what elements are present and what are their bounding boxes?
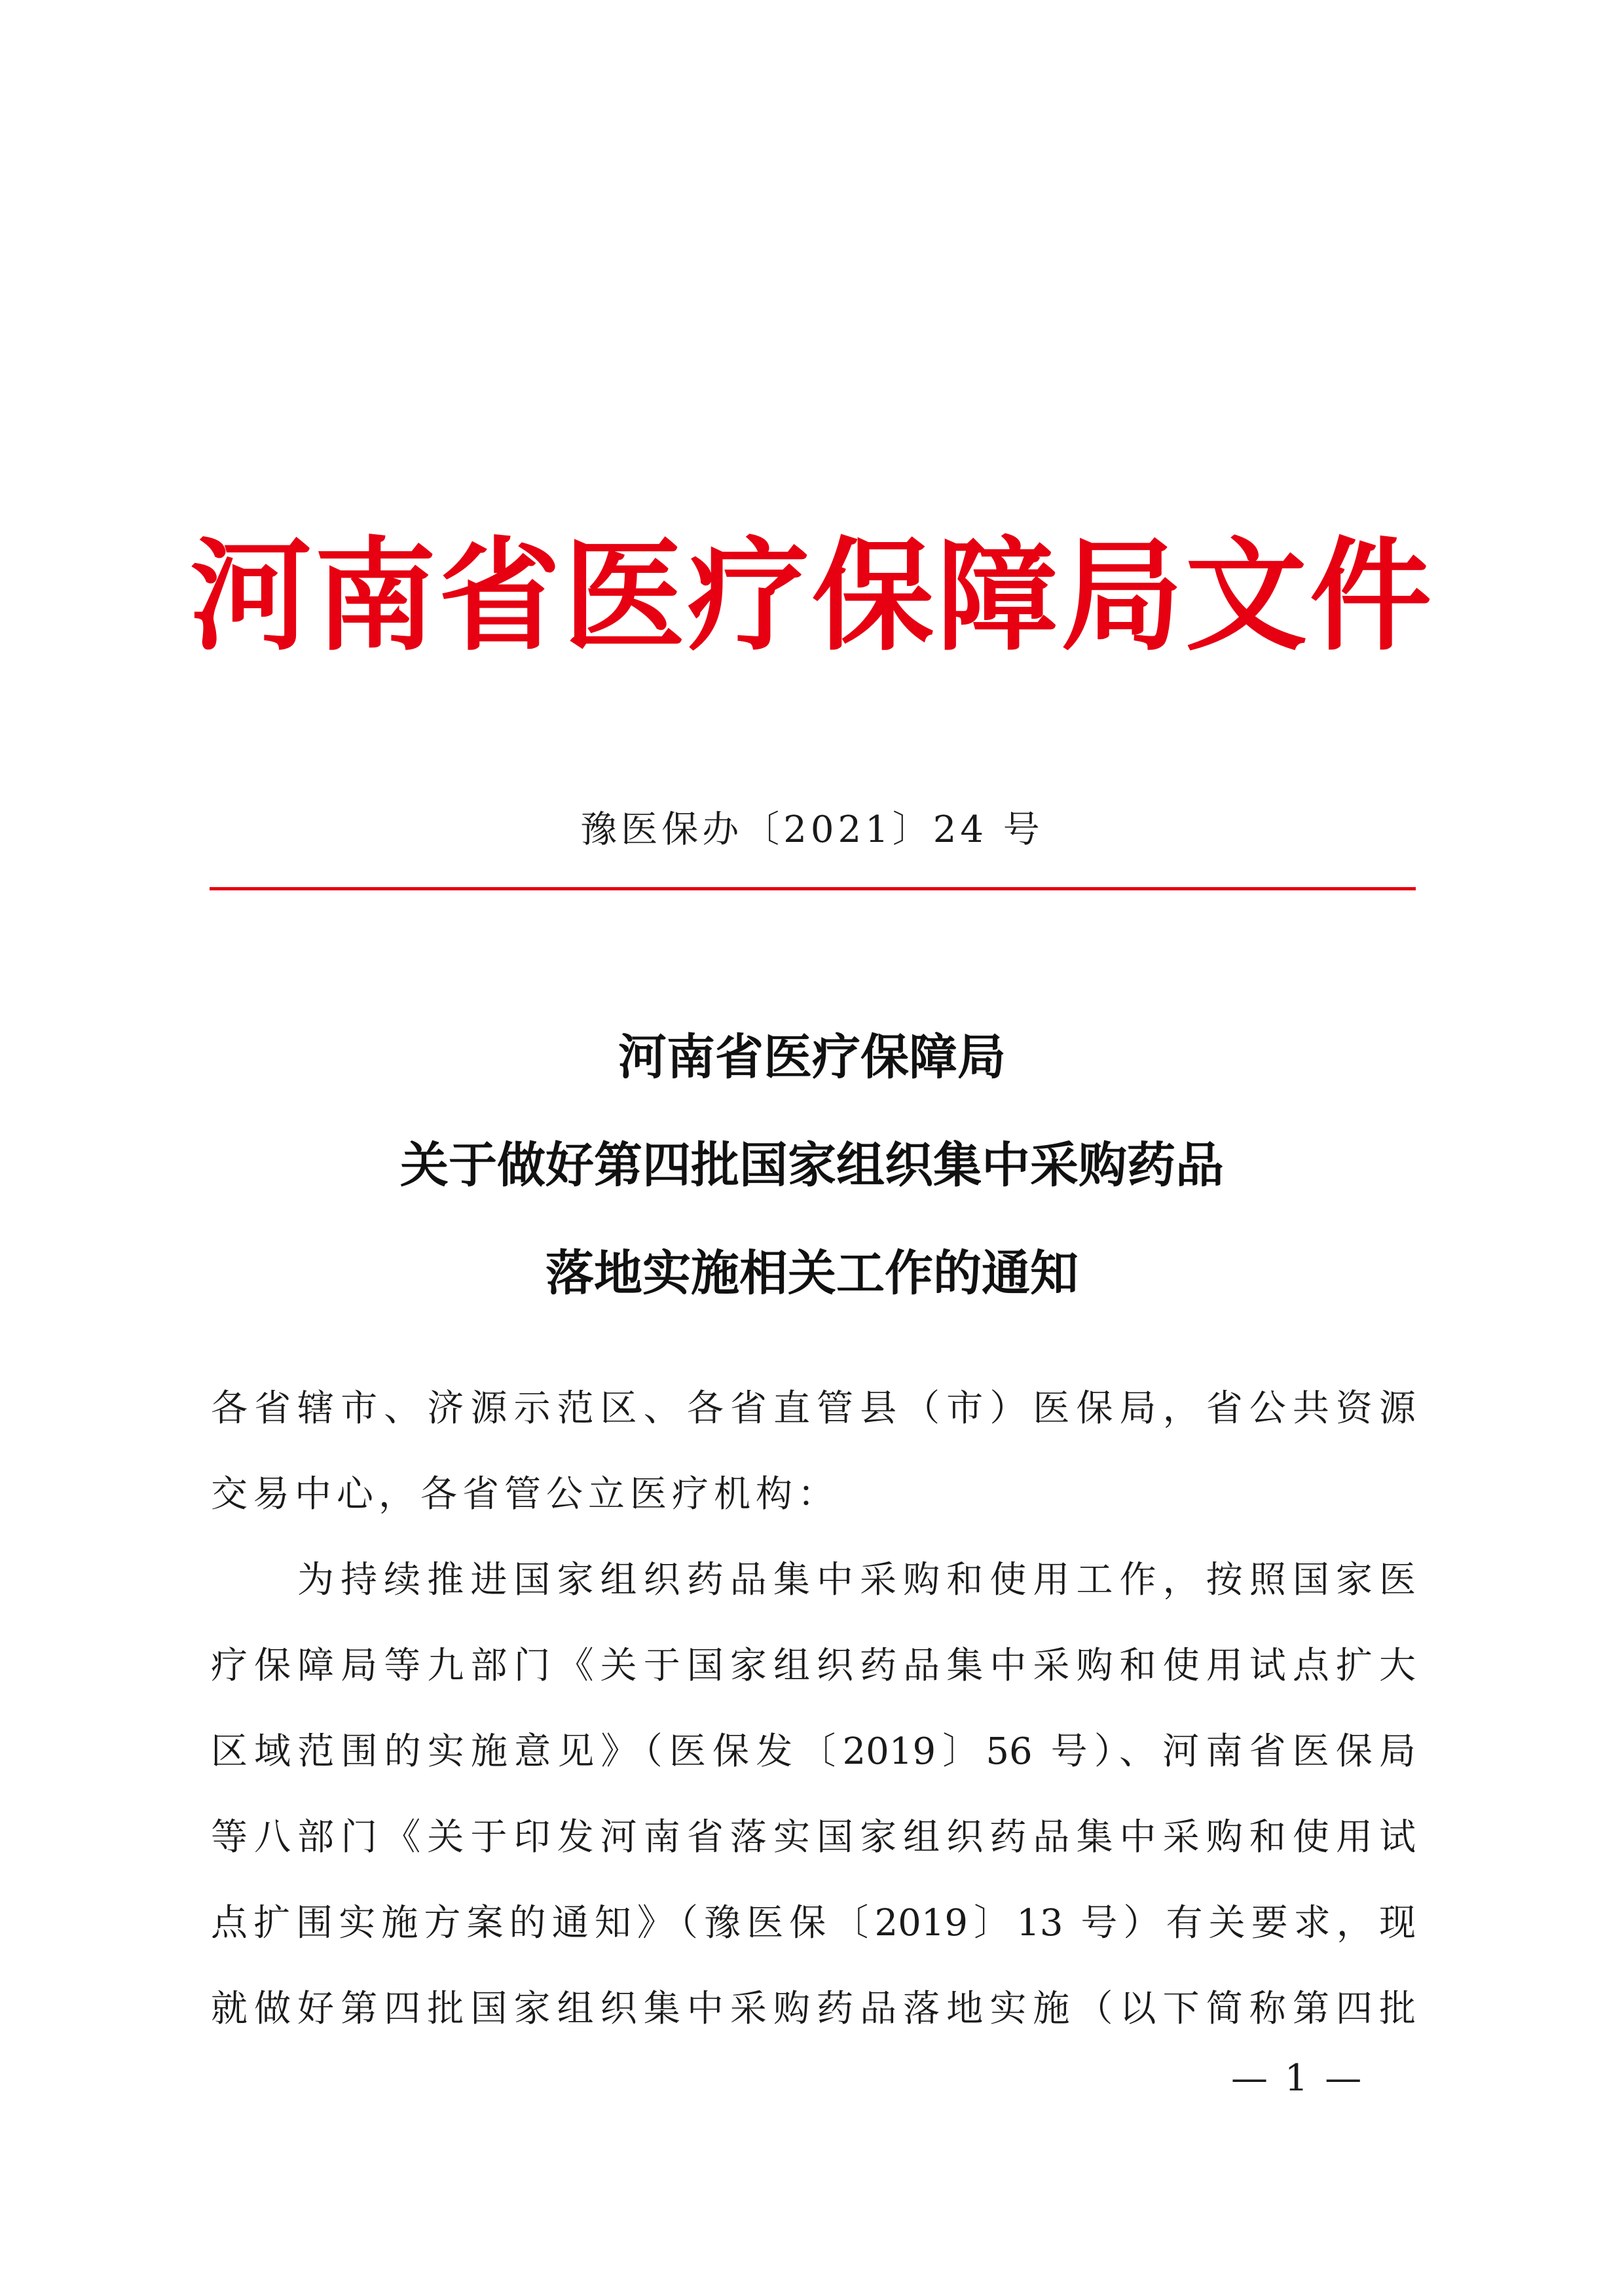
body-line: 区域范围的实施意见》（医保发〔2019〕56 号）、河南省医保局 <box>211 1730 1416 1773</box>
document-number: 豫医保办〔2021〕24 号 <box>580 809 1044 851</box>
document-header-title: 河南省医疗保障局文件 <box>189 524 1434 667</box>
body-line: 等八部门《关于印发河南省落实国家组织药品集中采购和使用试 <box>211 1816 1416 1859</box>
page-number: — 1 — <box>1231 2057 1365 2100</box>
body-line: 就做好第四批国家组织集中采购药品落地实施（以下简称第四批 <box>211 1988 1416 2030</box>
notice-title-line: 河南省医疗保障局 <box>618 1029 1006 1085</box>
body-line: 各省辖市、济源示范区、各省直管县（市）医保局，省公共资源 <box>211 1387 1416 1430</box>
body-line: 交易中心，各省管公立医疗机构： <box>211 1473 840 1516</box>
body-line: 疗保障局等九部门《关于国家组织药品集中采购和使用试点扩大 <box>211 1645 1416 1687</box>
body-text <box>211 1383 1416 2069</box>
red-divider-line <box>210 887 1416 890</box>
notice-title <box>0 1031 1624 1355</box>
notice-title-line: 关于做好第四批国家组织集中采购药品 <box>400 1137 1224 1194</box>
body-line: 为持续推进国家组织药品集中采购和使用工作，按照国家医 <box>297 1559 1416 1601</box>
body-line: 点扩围实施方案的通知》（豫医保〔2019〕13 号）有关要求，现 <box>211 1902 1416 1944</box>
notice-title-line: 落地实施相关工作的通知 <box>545 1245 1079 1302</box>
